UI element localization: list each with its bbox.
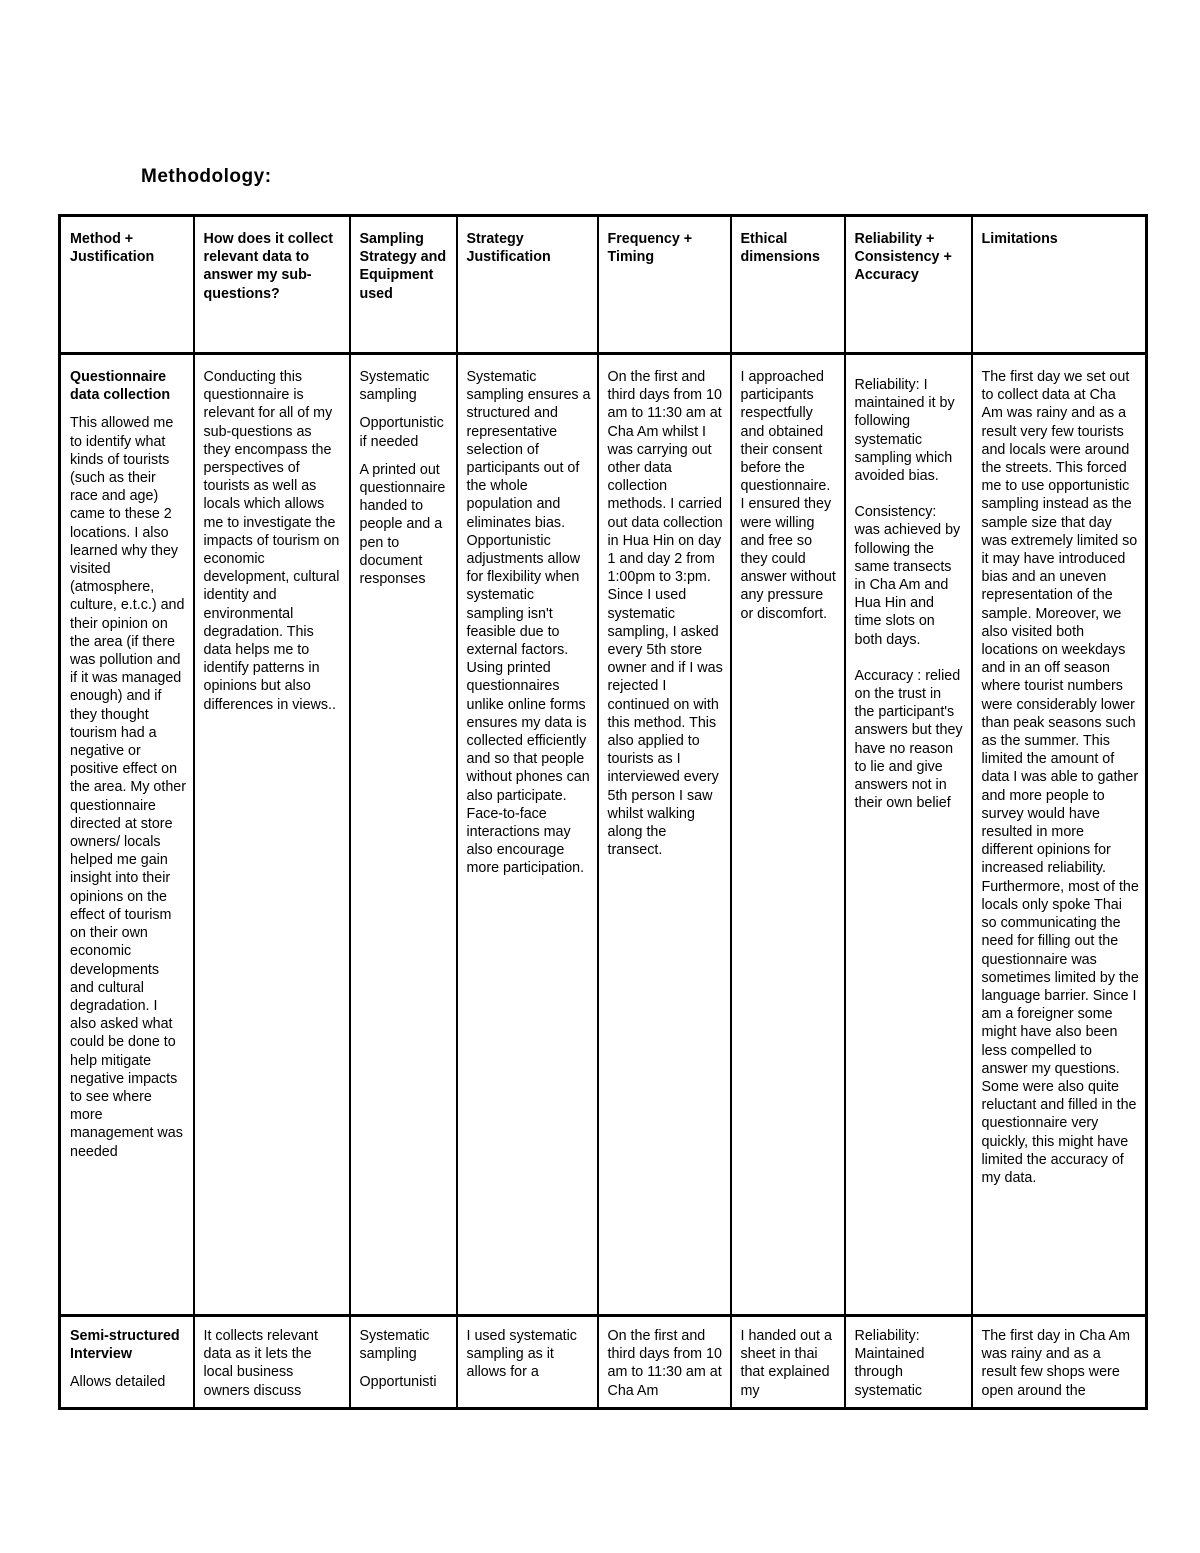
reliability-cell: [845, 354, 972, 1316]
header-strategy: Strategy Justification: [457, 216, 598, 354]
header-ethical: Ethical dimensions: [731, 216, 845, 354]
accuracy-text: Accuracy : relied on the trust in the participant's answers but they have no reason to lie and give answers not in their own belief: [854, 667, 963, 812]
header-method: Method + Justification: [60, 216, 194, 354]
method-cell: [60, 354, 194, 1316]
method-text: This allowed me to identify what kinds of tourists (such as their race and age) came to these 2 locations. I also learned why they visited (atmosphere, culture, e.t.c.) and their opinion on the area (if there was pollution and if it was managed enough) and if they thought tourism had a negative or positive effect on the area. My other questionnaire directed at store owners/ locals helped me gain insight into their opinions on the effect of tourism on their own economic developments and cultural degradation. I also asked what could be done to help mitigate negative impacts to see where more management was needed: [70, 415, 187, 1160]
header-how: How does it collect relevant data to answer my sub-questions?: [194, 216, 350, 354]
method-text: Allows detailed: [70, 1374, 166, 1391]
sampling-cell: [350, 354, 457, 1316]
method-title: Semi-structured Interview: [70, 1328, 180, 1363]
strategy-cell: Systematic sampling ensures a structured and representative selection of participants out of the whole population and eliminates bias. Opportunistic adjustments allow for flexibility when systematic sampling isn't feasible due to external factors. Using printed questionnaires unlike online forms ensures my data is collected efficiently and so that people without phones can also participate. Face-to-face interactions may also encourage more participation.: [457, 354, 598, 1316]
ethical-cell: I handed out a sheet in thai that explained my: [731, 1316, 845, 1409]
header-frequency: Frequency + Timing: [598, 216, 731, 354]
sampling-line-2: Opportunistic if needed: [359, 415, 444, 450]
methodology-table: [58, 214, 1148, 1410]
method-title: Questionnaire data collection: [70, 369, 171, 404]
sampling-line-1: Systematic sampling: [359, 1328, 430, 1363]
header-sampling: Sampling Strategy and Equipment used: [350, 216, 457, 354]
consistency-text: Consistency: was achieved by following the same transects in Cha Am and Hua Hin and time slots on both days.: [854, 504, 961, 648]
frequency-cell: On the first and third days from 10 am to 11:30 am at Cha Am whilst I was carrying out other data collection methods. I carried out data collection in Hua Hin on day 1 and day 2 from 1:00pm to 3:pm. Since I used systematic sampling, I asked every 5th store owner and if I was rejected I continued on with this method. This also applied to tourists as I interviewed every 5th person I saw whilst walking along the transect.: [598, 354, 731, 1316]
table-header-row: [60, 216, 1147, 354]
table-row: [60, 354, 1147, 1316]
sampling-line-1: Systematic sampling: [359, 369, 430, 404]
limitations-cell: The first day in Cha Am was rainy and as a result few shops were open around the: [972, 1316, 1147, 1409]
method-cell: [60, 1316, 194, 1409]
how-cell: Conducting this questionnaire is relevant for all of my sub-questions as they encompass the perspectives of tourists as well as locals which allows me to investigate the impacts of tourism on economic development, cultural identity and environmental degradation. This data helps me to identify patterns in opinions but also differences in views..: [194, 354, 350, 1316]
strategy-cell: I used systematic sampling as it allows for a: [457, 1316, 598, 1409]
limitations-cell: The first day we set out to collect data at Cha Am was rainy and as a result very few tourists and locals were around the streets. This forced me to use opportunistic sampling instead as the sample size that day was extremely limited so it may have introduced bias and an uneven representation of the sample. Moreover, we also visited both locations on weekdays and in an off season where tourist numbers were considerably lower than peak seasons such as the summer. This limited the amount of data I was able to gather and more people to survey would have resulted in more different opinions for increased reliability. Furthermore, most of the locals only spoke Thai so communicating the need for filling out the questionnaire was sometimes limited by the language barrier. Since I am a foreigner some might have also been less compelled to answer my questions. Some were also quite reluctant and filled in the questionnaire very quickly, this might have limited the accuracy of my data.: [972, 354, 1147, 1316]
frequency-cell: On the first and third days from 10 am to 11:30 am at Cha Am: [598, 1316, 731, 1409]
how-cell: It collects relevant data as it lets the local business owners discuss: [194, 1316, 350, 1409]
reliability-text: Reliability: I maintained it by following systematic sampling which avoided bias.: [854, 377, 955, 485]
header-reliability: Reliability + Consistency + Accuracy: [845, 216, 972, 354]
page-title: Methodology:: [141, 166, 272, 187]
sampling-cell: [350, 1316, 457, 1409]
sampling-line-3: A printed out questionnaire handed to people and a pen to document responses: [359, 461, 446, 588]
header-limitations: Limitations: [972, 216, 1147, 354]
sampling-line-2: Opportunisti: [359, 1374, 437, 1391]
table-row: [60, 1316, 1147, 1409]
ethical-cell: I approached participants respectfully and obtained their consent before the questionnaire. I ensured they were willing and free so they could answer without any pressure or discomfort.: [731, 354, 845, 1316]
reliability-cell: Reliability: Maintained through systematic: [845, 1316, 972, 1409]
